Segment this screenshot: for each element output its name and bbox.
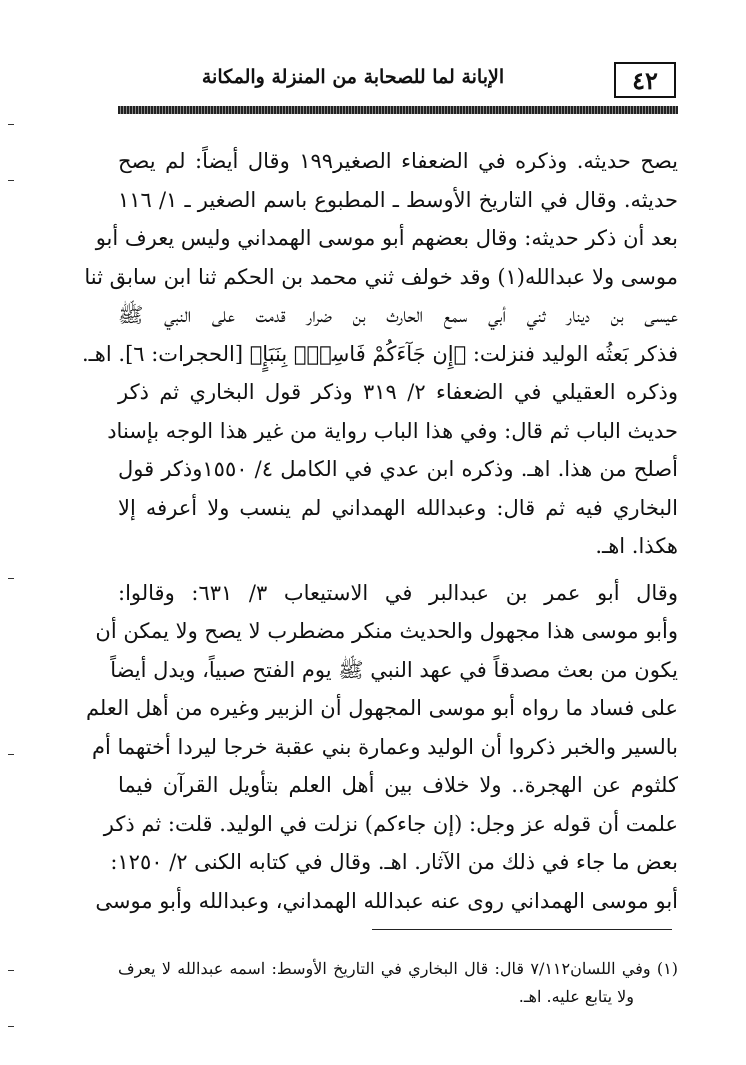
text-line: عيسى بن دينار ثني أبي سمع الحارث بن ضرار قدمت على النبي ﷺ — [118, 303, 678, 327]
footnote-line: (١) وفي اللسان٧/١١٢ قال: قال البخاري في التاريخ الأوسط: اسمه عبدالله لا يعرف — [118, 959, 678, 978]
margin-mark — [8, 578, 14, 579]
text-line: وذكره العقيلي في الضعفاء ٢/ ٣١٩ وذكر قول البخاري ثم ذكر — [118, 380, 678, 404]
text-line: هكذا. اهـ. — [595, 534, 678, 558]
text-line: أصلح من هذا. اهـ. وذكره ابن عدي في الكامل ٤/ ١٥٥٠وذكر قول — [118, 457, 678, 481]
text-line: بالسير والخبر ذكروا أن الوليد وعمارة بني عقبة خرجا ليردا أختهما أم — [91, 734, 678, 759]
margin-mark — [8, 124, 14, 125]
margin-mark — [8, 754, 14, 755]
text-line: يكون من بعث مصدقاً في عهد النبي ﷺ يوم الفتح صبياً، ويدل أيضاً — [110, 657, 678, 682]
text-line: على فساد ما رواه أبو موسى المجهول أن الزبير وغيره من أهل العلم — [85, 696, 678, 720]
main-text — [81, 142, 678, 920]
margin-mark — [8, 180, 14, 181]
running-title: الإبانة لما للصحابة من المنزلة والمكانة — [201, 66, 505, 88]
text-line: يصح حديثه. وذكره في الضعفاء الصغير١٩٩ وقال أيضاً: لم يصح — [118, 149, 678, 173]
header-rule — [118, 106, 678, 114]
text-line: موسى ولا عبدالله(١) وقد خولف ثني محمد بن الحكم ثنا ابن سابق ثنا — [84, 264, 678, 289]
text-line: وأبو موسى هذا مجهول والحديث منكر مضطرب لا يصح ولا يمكن أن — [95, 619, 678, 643]
margin-mark — [8, 970, 14, 971]
text-line: علمت أن قوله عز وجل: (إن جاءكم) نزلت في الوليد. قلت: ثم ذكر — [103, 811, 678, 836]
text-line: حديثه. وقال في التاريخ الأوسط ـ المطبوع باسم الصغير ـ ١/ ١١٦ — [118, 187, 678, 212]
footnote-line: ولا يتابع عليه. اهـ. — [518, 987, 634, 1006]
margin-mark — [8, 1026, 14, 1027]
text-line: حديث الباب ثم قال: وفي هذا الباب رواية من غير هذا الوجه بإسناد — [107, 418, 678, 443]
page-number: ٤٢ — [614, 62, 676, 98]
text-line: بعد أن ذكر حديثه: وقال بعضهم أبو موسى الهمداني وليس يعرف أبو — [95, 226, 678, 250]
text-line: البخاري فيه ثم قال: وعبدالله الهمداني لم ينسب ولا أعرفه إلا — [118, 495, 678, 520]
footnotes — [118, 955, 678, 1011]
text-line: فذكر بَعثُه الوليد فنزلت: ﴿إِن جَآءَكُمْ فَاسِقُۢ بِنَبَإٍ﴾ [الحجرات: ٦]. اهـ. — [81, 341, 678, 366]
text-line: كلثوم عن الهجرة.. ولا خلاف بين أهل العلم بتأويل القرآن فيما — [118, 773, 678, 797]
page-header — [118, 56, 678, 104]
footnote-separator — [372, 929, 672, 930]
text-line: أبو موسى الهمداني روى عنه عبدالله الهمداني، وعبدالله وأبو موسى — [95, 888, 678, 913]
text-line: بعض ما جاء في ذلك من الآثار. اهـ. وقال في كتابه الكنى ٢/ ١٢٥٠: — [110, 850, 678, 874]
text-line: وقال أبو عمر بن عبدالبر في الاستيعاب ٣/ ٦٣١: وقالوا: — [118, 580, 678, 605]
